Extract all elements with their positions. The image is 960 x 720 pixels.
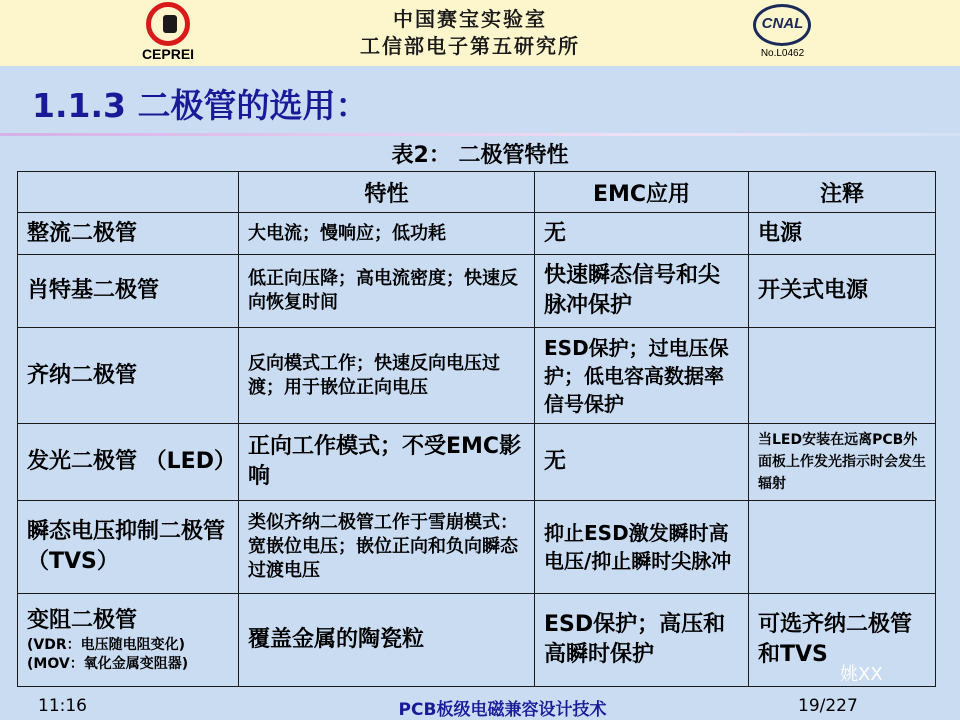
diode-name: 变阻二极管 xyxy=(27,608,138,633)
diode-notes: 可选齐纳二极管和TVS xyxy=(749,594,936,687)
table-row xyxy=(18,213,936,255)
table-row xyxy=(18,328,936,424)
diode-emc-application: 抑止ESD激发瞬时高电压/抑止瞬时尖脉冲 xyxy=(535,501,749,594)
diode-notes: 当LED安装在远离PCB外面板上作发光指示时会发生辐射 xyxy=(749,424,936,501)
diode-notes xyxy=(749,501,936,594)
table-row xyxy=(18,594,936,687)
org-line-1: 中国赛宝实验室 xyxy=(393,7,547,31)
cnal-number: No.L0462 xyxy=(760,48,805,59)
footer-page-number: 19/227 xyxy=(798,696,858,716)
diode-characteristics: 大电流；慢响应；低功耗 xyxy=(239,213,535,255)
footer-time: 11:16 xyxy=(38,696,87,716)
table-caption: 表2： 二极管特性 xyxy=(391,143,569,168)
diode-name: 整流二极管 xyxy=(18,213,239,255)
ceprei-logo xyxy=(118,2,218,64)
diode-characteristics: 反向模式工作；快速反向电压过渡；用于嵌位正向电压 xyxy=(239,328,535,424)
ceprei-logo-text: CEPREI xyxy=(141,46,195,62)
diode-name: 齐纳二极管 xyxy=(18,328,239,424)
table-header-row xyxy=(18,172,936,213)
table-row xyxy=(18,501,936,594)
diode-characteristics: 正向工作模式；不受EMC影响 xyxy=(239,424,535,501)
diode-notes: 电源 xyxy=(749,213,936,255)
diode-name: 发光二极管 （LED） xyxy=(18,424,239,501)
diode-emc-application: 无 xyxy=(535,213,749,255)
diode-emc-application: ESD保护；高压和高瞬时保护 xyxy=(535,594,749,687)
title-divider xyxy=(0,133,960,136)
slide-header xyxy=(0,0,960,66)
diode-notes xyxy=(749,328,936,424)
cnal-logo-text: CNAL xyxy=(761,15,804,32)
diode-characteristics: 覆盖金属的陶瓷粒 xyxy=(239,594,535,687)
diode-emc-application: ESD保护；过电压保护；低电容高数据率信号保护 xyxy=(535,328,749,424)
organization-name xyxy=(300,6,640,60)
ceprei-emblem-icon xyxy=(146,2,190,46)
table-row xyxy=(18,255,936,328)
slide-footer xyxy=(0,692,960,720)
diode-emc-application: 快速瞬态信号和尖脉冲保护 xyxy=(535,255,749,328)
header-cell-characteristics: 特性 xyxy=(239,172,535,213)
diode-name-cell xyxy=(18,594,239,687)
header-cell-type xyxy=(18,172,239,213)
diode-characteristics: 类似齐纳二极管工作于雪崩模式：宽嵌位电压；嵌位正向和负向瞬态过渡电压 xyxy=(239,501,535,594)
diode-emc-application: 无 xyxy=(535,424,749,501)
table-row xyxy=(18,424,936,501)
diode-notes: 开关式电源 xyxy=(749,255,936,328)
diode-characteristics-table xyxy=(17,171,936,687)
author-watermark: 姚XX xyxy=(840,664,883,685)
org-line-2: 工信部电子第五研究所 xyxy=(360,34,580,58)
header-cell-emc: EMC应用 xyxy=(535,172,749,213)
diode-name: 肖特基二极管 xyxy=(18,255,239,328)
footer-course-title: PCB板级电磁兼容设计技术 xyxy=(398,700,607,720)
cnal-logo xyxy=(745,4,820,64)
diode-name: 瞬态电压抑制二极管 （TVS） xyxy=(18,501,239,594)
diode-name-subtitle: (VDR：电压随电阻变化) (MOV：氧化金属变阻器) xyxy=(27,637,189,672)
slide-title: 1.1.3 二极管的选用： xyxy=(32,86,369,125)
diode-characteristics: 低正向压降；高电流密度；快速反向恢复时间 xyxy=(239,255,535,328)
header-cell-notes: 注释 xyxy=(749,172,936,213)
